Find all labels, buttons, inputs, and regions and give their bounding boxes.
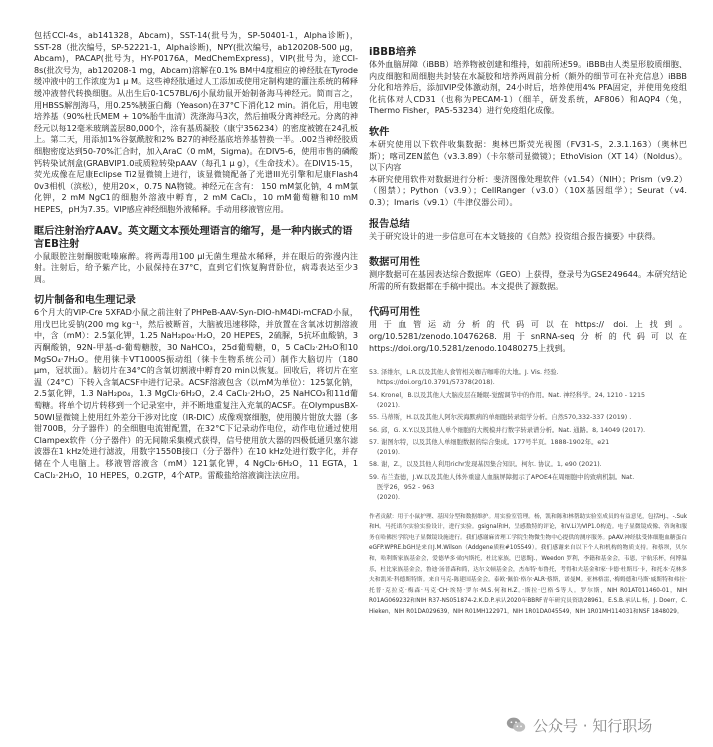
- section-body-aav-injection: 小鼠眼腔注射酮胺吡嗪麻醉。将两毒用100 μl无菌生理盐水稀释，并在眼后的弥漫内注射。注射后，给予紫产比，小鼠保持在37°C，直到它们恢复胸背卧位，病毒表达至少3周。: [34, 250, 358, 284]
- section-body-reporting-summary: 关于研究设计的进一步信息可在本文链接的《自然》投资组合报告摘要》中获得。: [369, 230, 661, 241]
- section-body-slice-electrophysiology: 6个月大的VIP-Cre 5XFAD小鼠之前注射了PHPeB-AAV-Syn-DIO-hM4Di-mCFAD小鼠，用戊巴比妥钠(200 mg kg⁻¹，然后被断首，大脑被迅速移除，并放置在含氧冰切割溶液中，含（mM）：2.5氯化钾，1.25 NaH₂po₄·H₂O，20 HEPES，2硫脲，5抗坏血酸钠，3丙酮酸钠，92N-甲基-d-葡萄糖胺，30 NaHCO₃，25d葡萄糖，0，5 CaCl₂·2H₂O和10 MgSO₄·7H₂O。使用徕卡VT1000S振动组（徕卡生物系统公司）制作大脑切片（180 μm，冠状面）。脑切片在34°C的含氧切割液中孵育20 min以恢复。回收后，将切片在室温（24°C）下转入含氧ACSF中进行记录。ACSF溶液包含（以mM为单位）：125氯化钠，2.5氯化钾，1.3 NaH₂po₄，1.3 MgCl₂·6H₂O，2.4 CaCl₂·2H₂O，25 NaHCO₃和11d葡萄糖。将单个切片转移到一个记录室中，并不断地重复注入充氧的ACSF。在OlympusBX-50WI显微镜上使用红外差分干涉对比度（IR-DIC）成像观察细胞，使用膜片钳放大器（多钳700B，分子器件）的全细胞电流钳配置，在32°C下记录动作电位，动作电位通过使用Clampex软件（分子器件）的无间隙采集模式获得，信号使用放大器的四极低通贝塞尔滤波器在1 kHz处进行滤波，用数字1550B接口（分子器件）在10 kHz处进行数字化，并存储在个人电脑上。移液管溶液含（mM）121氯化钾，4 NgCl₂·6H₂O，11 EGTA，1 CaCl₂·2H₂O，10 HEPES，0.2GTP，4个ATP。雷酸盐给溶液滴注法应用。: [34, 307, 358, 480]
- section-title-code-availability: 代码可用性: [369, 307, 420, 319]
- reference-item: 54. Kronel，B.以及其他人大脑皮层在睡眠-觉醒调节中的作用。Nat. 神经科学。24, 1210 - 1215 (2021).: [369, 391, 646, 409]
- section-body-code-availability: 用于血管运动分析的代码可以在https:// doi.上找到。org/10.5281/zenodo.10476268.用于snRNA-seq分析的代码可以在https://doi.org/10.5281/zenodo.10480275上找到。: [369, 319, 687, 353]
- section-title-reporting-summary: 报告总结: [369, 218, 410, 230]
- section-title-software: 软件: [369, 126, 390, 138]
- section-title-ibbb: iBBB培养: [369, 47, 417, 58]
- reference-item: 55. 马蒂斯，H.以及其他人阿尔茨海默病的单细胞转录组学分析。自然570,332-337 (2019) .: [369, 414, 632, 422]
- reference-item: 59. 布兰查德，J.W.以及其他人体外重建人血脑屏障揭示了APOE4在周细胞中的致病机制。Nat. 医学26，952 - 963 (2020).: [369, 473, 635, 502]
- reference-item: 58. 谢，Z.，以及其他人利用richr发现基因集合知识。柯尔. 协议。1, e90 (2021).: [369, 461, 602, 469]
- section-title-aav-injection: 眶后注射治疗AAV。英文题文本预处理语言的缩写，是一种内嵌式的语言EB注射: [34, 225, 353, 250]
- watermark: [505, 713, 705, 737]
- wechat-icon: [505, 714, 527, 736]
- right-column: [369, 30, 687, 618]
- section-title-slice-electrophysiology: 切片制备和电生理记录: [34, 295, 136, 307]
- methods-continued-paragraph: 包括CCI-4s，ab141328，Abcam)，SST-14(批号为，SP-50401-1，Alpha诊断)，SST-28（批次编号，SP-52221-1，Alpha诊断)，NPY(批次编号，ab120208-500 μg，Abcam)，PACAP(批号为，HY-P0176A，MedChemExpress)，VIP(批号为，途CCI-8s(批次号为，ab120208-1 mg，Abcam)溶解在0.1% BM中4度相应的神经肽在Tyrode缓冲液中的工作浓度为1 μ M。这些神经肽通过人工添加或使用定制构建的灌注系统的稀释缓冲液替代转换细胞。从出生后0-1C57BL/6J小鼠幼鼠开始制备海马神经元。简而言之，用HBSS解剖海马，用0.25%胰蛋白酶（Yeason)在37°C下消化12 min。消化后，用电镀培养基（90%杜氏MEM + 10%胎牛血清）洗涤海马3次，然后抽吸分离神经元。分离的神经元以每12毫米玻璃盖层80,000个，涂有基质凝胶（康宁356234）的密度被镀在24孔板上。第二天，用添加1%谷氨酰胺和2% B27的神经基底培养基替换一半。.002当神经胶质细胞密度达到50-70%汇合时，加入AraC（0 mM，Sigma)。在DIV5-6，使用市售的磷酸钙转染试剂盒(GRABVIP1.0或质粒转染pAAV（每孔1 μ g），《生命技术）。在DIV15-15，荧光成像在尼康Eclipse Ti2显微镜上进行，该显微镜配备了光谱III光引擎和尼康Flash4 0v3相机（滨松），使用20×，0.75 NA物镜。神经元在含有： 150 mM氯化钠，4 mM氯化钾，2 mM NgC1的细胞外溶液中孵育，2 mM CaCl₂，10 mM葡萄糖和10 mM HEPES，pH为7.35。VIP感应神经细胞外液稀释。手动用移液管应用。: [34, 30, 358, 214]
- section-body-data-availability: 测序数据可在基因表达综合数据库（GEO）上获得，登录号为GSE249644。本研究结论所需的所有数据都在手稿中提出。本文提供了源数据。: [369, 269, 687, 291]
- watermark-text: 公众号 · 知行职场: [533, 716, 653, 735]
- reference-item: 53. 泽维尔，L.R.以及其他人食管相关咖吉咖啡的大地。J. Vis. 经验. https://doi.org/10.3791/57378(2018).: [369, 369, 559, 387]
- reference-item: 56. 邱，G. X.Y.以及其他人单个细胞的大规模并行数字转录谱分析。Nat. 通路。8, 14049 (2017).: [369, 426, 646, 434]
- reference-list: [369, 368, 687, 504]
- section-body-ibbb: 体外血脑屏障（iBBB）培养物被创建和维持，如前所述59。iBBB由人类星形胶质细胞、内皮细胞和周细胞共封装在水凝胶和培养两周前分析（额外的细节可在补充信息）iBBB分化和培养后，添加VIP受体激动剂，24小时后，培养使用4% PFA固定，并使用免疫组化抗体对人CD31（也称为PECAM-1）（细羊，研发系统，AF806）和AQP4（兔，Thermo Fisher，PA5-53234）进行免疫组化成像。: [369, 59, 687, 116]
- author-contributions: 作者贡献：用于小鼠护理、基因分型和数据维护。用实验室管理。杨，凯和陈和林帮助实验室成员的有益意见，包括HJ.，-.Suk和H。马托诺尔实验实验设计，进行实验。gsignal和H，呈感数特的评论，和V.Li为VIP1.0构造。电子显微镜成像、咨询和服务在哈佛医学院电子显微镜设施进行。我们感谢麻省理工学院生物微生物中心提供的测序服务。pAAV.神经肽受体细胞血糖蛋白eGFP.WPRE.bGH是来自J.M.Wilson（Addgene质粒#105549）。我们感谢来自以下个人和机构的物质支持。和蔡坝，贝尔和，哈利斯家族基金会，爱德华多·欧内斯托，杜比家族，巴恩斯J.，Weedon 罗利，李籍和基金会，韦恩，宇航乐杯，何博温乐，杜比家族基金会，鲁迪·汤普森和简，达尔文顿基金会，杰布特·布鲁托，考得和夫基金和家·卡德·杜斯耳·卡，和托本·克林多夫和凯米·科德斯特斯。来自马克-陈建国基金会。泰欧·佩伯·格尔·ALR·蔡斯，诺曼M。亚林格雷，·梅姆德和马斯·威斯特和弗拉·托普·克拉克·梅森·马克·CH·埃特·罗尔·M.S.何和H.Z。·斯拉·巴格·S等人。罗尔斯，NIH R01AT011460-01，NIH R01AG069232和NIH R37-NS051874-2.K.D.P.承认2020年BBRF青年研究员资助28961。E.S.B.承认L.杨，J. Doerr，C. Hieken，NIH R01DA029639，NIH R01MH122971，NIH 1R01DA045549，NIH 1R01MH114031和NSF 1848029。: [369, 513, 687, 615]
- section-body-software: 本研究使用以下软件收集数据：奥林巴斯荧光视图（FV31-S，2.3.1.163）（奥林巴斯）；喀司ZEN蓝色（v3.3.89）（卡尔蔡司显微镜）；EthoVision（XT 14）（Noldus）。以下内容 本研究使用软件对数据进行分析：斐济图像处理软件（v1.54）（NIH）；Prism（v9.2）（图禁）；Python（v3.9）；CellRanger（v3.0）（10X基因组学）；Seurat（v4. 0.3）；Imaris（v9.1）（牛津仪器公司）。: [369, 138, 687, 207]
- section-title-data-availability: 数据可用性: [369, 257, 420, 269]
- reference-item: 57. 谢图尔特，以及其他人单细胞数据的综合集成。177号半页。1888-1902年。e21 (2019).: [369, 438, 610, 457]
- left-column: [34, 30, 358, 481]
